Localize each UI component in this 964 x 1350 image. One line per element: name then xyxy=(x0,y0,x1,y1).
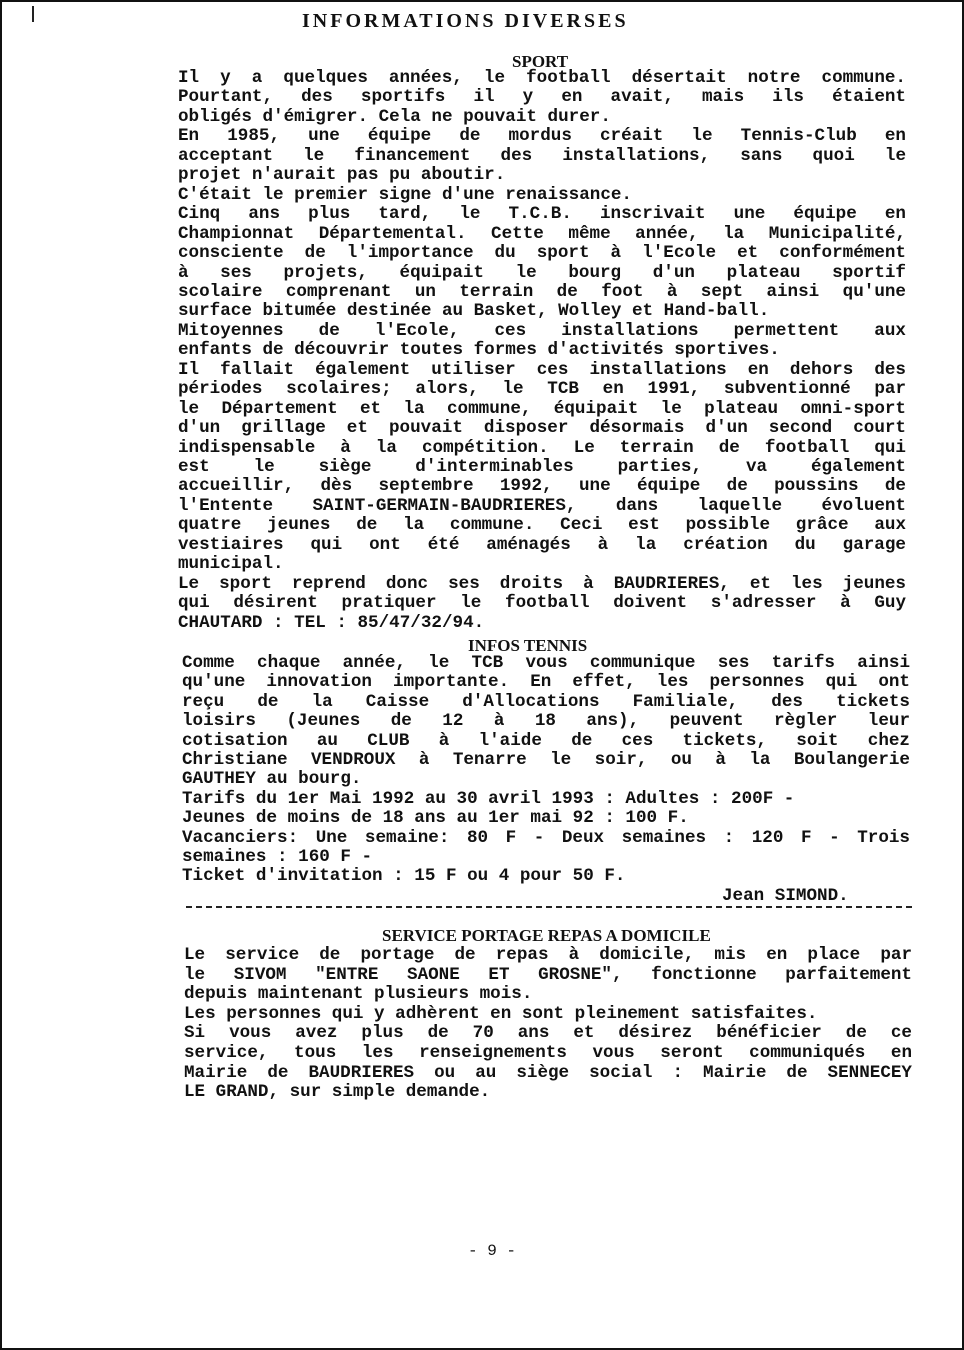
portage-line: Mairie de BAUDRIERES ou au siège social : Mairie de SENNECEY xyxy=(184,1062,912,1083)
sport-heading: SPORT xyxy=(512,52,569,71)
portage-line: LE GRAND, sur simple demande. xyxy=(184,1082,491,1103)
sport-line: CHAUTARD : TEL : 85/47/32/94. xyxy=(178,612,485,633)
portage-line: Si vous avez plus de 70 ans et désirez bénéficier de ce xyxy=(184,1023,912,1044)
portage-line: le SIVOM "ENTRE SAONE ET GROSNE", fonctionne parfaitement xyxy=(184,964,912,985)
tennis-line: cotisation au CLUB à l'aide de ces tickets, soit chez xyxy=(182,730,910,751)
sport-line: d'un grillage et pouvait disposer désormais d'un second court xyxy=(178,418,906,439)
tennis-line: GAUTHEY au bourg. xyxy=(182,769,362,790)
tennis-line: semaines : 160 F - xyxy=(182,847,373,867)
tennis-line: Tarifs du 1er Mai 1992 au 30 avril 1993 : Adultes : 200F - xyxy=(182,788,795,809)
tennis-line: Jeunes de moins de 18 ans au 1er mai 92 : 100 F. xyxy=(182,808,689,829)
portage-line: service, tous les renseignements vous seront communiqués en xyxy=(184,1043,912,1063)
sport-line: enfants de découvrir toutes formes d'activités sportives. xyxy=(178,340,780,361)
tennis-line: reçu de la Caisse d'Allocations Familiale, des tickets xyxy=(182,691,910,712)
sport-line: obligés d'émigrer. Cela ne pouvait durer. xyxy=(178,106,611,127)
sport-line: Cinq ans plus tard, le T.C.B. inscrivait une équipe en xyxy=(178,204,906,225)
portage-heading: SERVICE PORTAGE REPAS A DOMICILE xyxy=(382,926,711,945)
sport-line: acceptant le financement des installations, sans quoi le xyxy=(178,145,906,166)
sport-line: surface bitumée destinée au Basket, Wolley et Hand-ball. xyxy=(178,301,770,322)
tennis-line: Comme chaque année, le TCB vous communique ses tarifs ainsi xyxy=(182,653,910,673)
sport-line: scolaire comprenant un terrain de foot à sept ainsi qu'une xyxy=(178,281,906,302)
tennis-signature: Jean SIMOND. xyxy=(722,886,849,906)
sport-line: est le siège d'interminables parties, va également xyxy=(178,457,906,477)
sport-line: municipal. xyxy=(178,554,284,575)
page-number: - 9 - xyxy=(468,1242,517,1260)
sport-line: Mitoyennes de l'Ecole, ces installations permettent aux xyxy=(178,320,906,341)
portage-line: depuis maintenant plusieurs mois. xyxy=(184,984,533,1005)
sport-line: Championnat Départemental. Cette même année, la Municipalité, xyxy=(178,223,906,244)
sport-line: qui désirent pratiquer le football doivent s'adresser à Guy xyxy=(178,593,906,614)
section-divider xyxy=(186,906,912,908)
sport-line: périodes scolaires; alors, le TCB en 1991, subventionné par xyxy=(178,379,906,400)
sport-line: Il y a quelques années, le football désertait notre commune. xyxy=(178,68,906,88)
portage-line: Les personnes qui y adhèrent en sont pleinement satisfaites. xyxy=(184,1003,818,1024)
sport-line: projet n'aurait pas pu aboutir. xyxy=(178,165,506,186)
sport-line: vestiaires qui ont été aménagés à la création du garage xyxy=(178,534,906,555)
sport-line: En 1985, une équipe de mordus créait le Tennis-Club en xyxy=(178,126,906,147)
sport-line: consciente de l'importance du sport à l'Ecole et conformément xyxy=(178,243,906,264)
sport-line: C'était le premier signe d'une renaissance. xyxy=(178,184,632,205)
tennis-line: Ticket d'invitation : 15 F ou 4 pour 50 F. xyxy=(182,866,626,887)
page-title: INFORMATIONS DIVERSES xyxy=(302,10,629,32)
tennis-line: qu'une innovation importante. En effet, les personnes qui ont xyxy=(182,672,910,693)
portage-line: Le service de portage de repas à domicile, mis en place par xyxy=(184,945,912,965)
sport-line: Il fallait également utiliser ces installations en dehors des xyxy=(178,359,906,380)
sport-line: le Département et la commune, équipait le plateau omni-sport xyxy=(178,398,906,419)
sport-line: à ses projets, équipait le bourg d'un plateau sportif xyxy=(178,262,906,283)
page-edge-mark xyxy=(32,6,34,22)
tennis-heading: INFOS TENNIS xyxy=(468,636,588,655)
sport-line: accueillir, dès septembre 1992, une équipe de poussins de xyxy=(178,476,906,497)
tennis-line: Vacanciers: Une semaine: 80 F - Deux semaines : 120 F - Trois xyxy=(182,827,910,848)
sport-line: l'Entente SAINT-GERMAIN-BAUDRIERES, dans laquelle évoluent xyxy=(178,495,906,516)
tennis-line: Christiane VENDROUX à Tenarre le soir, ou à la Boulangerie xyxy=(182,750,910,770)
tennis-line: loisirs (Jeunes de 12 à 18 ans), peuvent règler leur xyxy=(182,711,910,732)
sport-line: indispensable à la compétition. Le terrain de football qui xyxy=(178,437,906,458)
sport-line: Pourtant, des sportifs il y en avait, mais ils étaient xyxy=(178,87,906,108)
sport-line: quatre jeunes de la commune. Ceci est possible grâce aux xyxy=(178,515,906,536)
sport-line: Le sport reprend donc ses droits à BAUDRIERES, et les jeunes xyxy=(178,573,906,594)
